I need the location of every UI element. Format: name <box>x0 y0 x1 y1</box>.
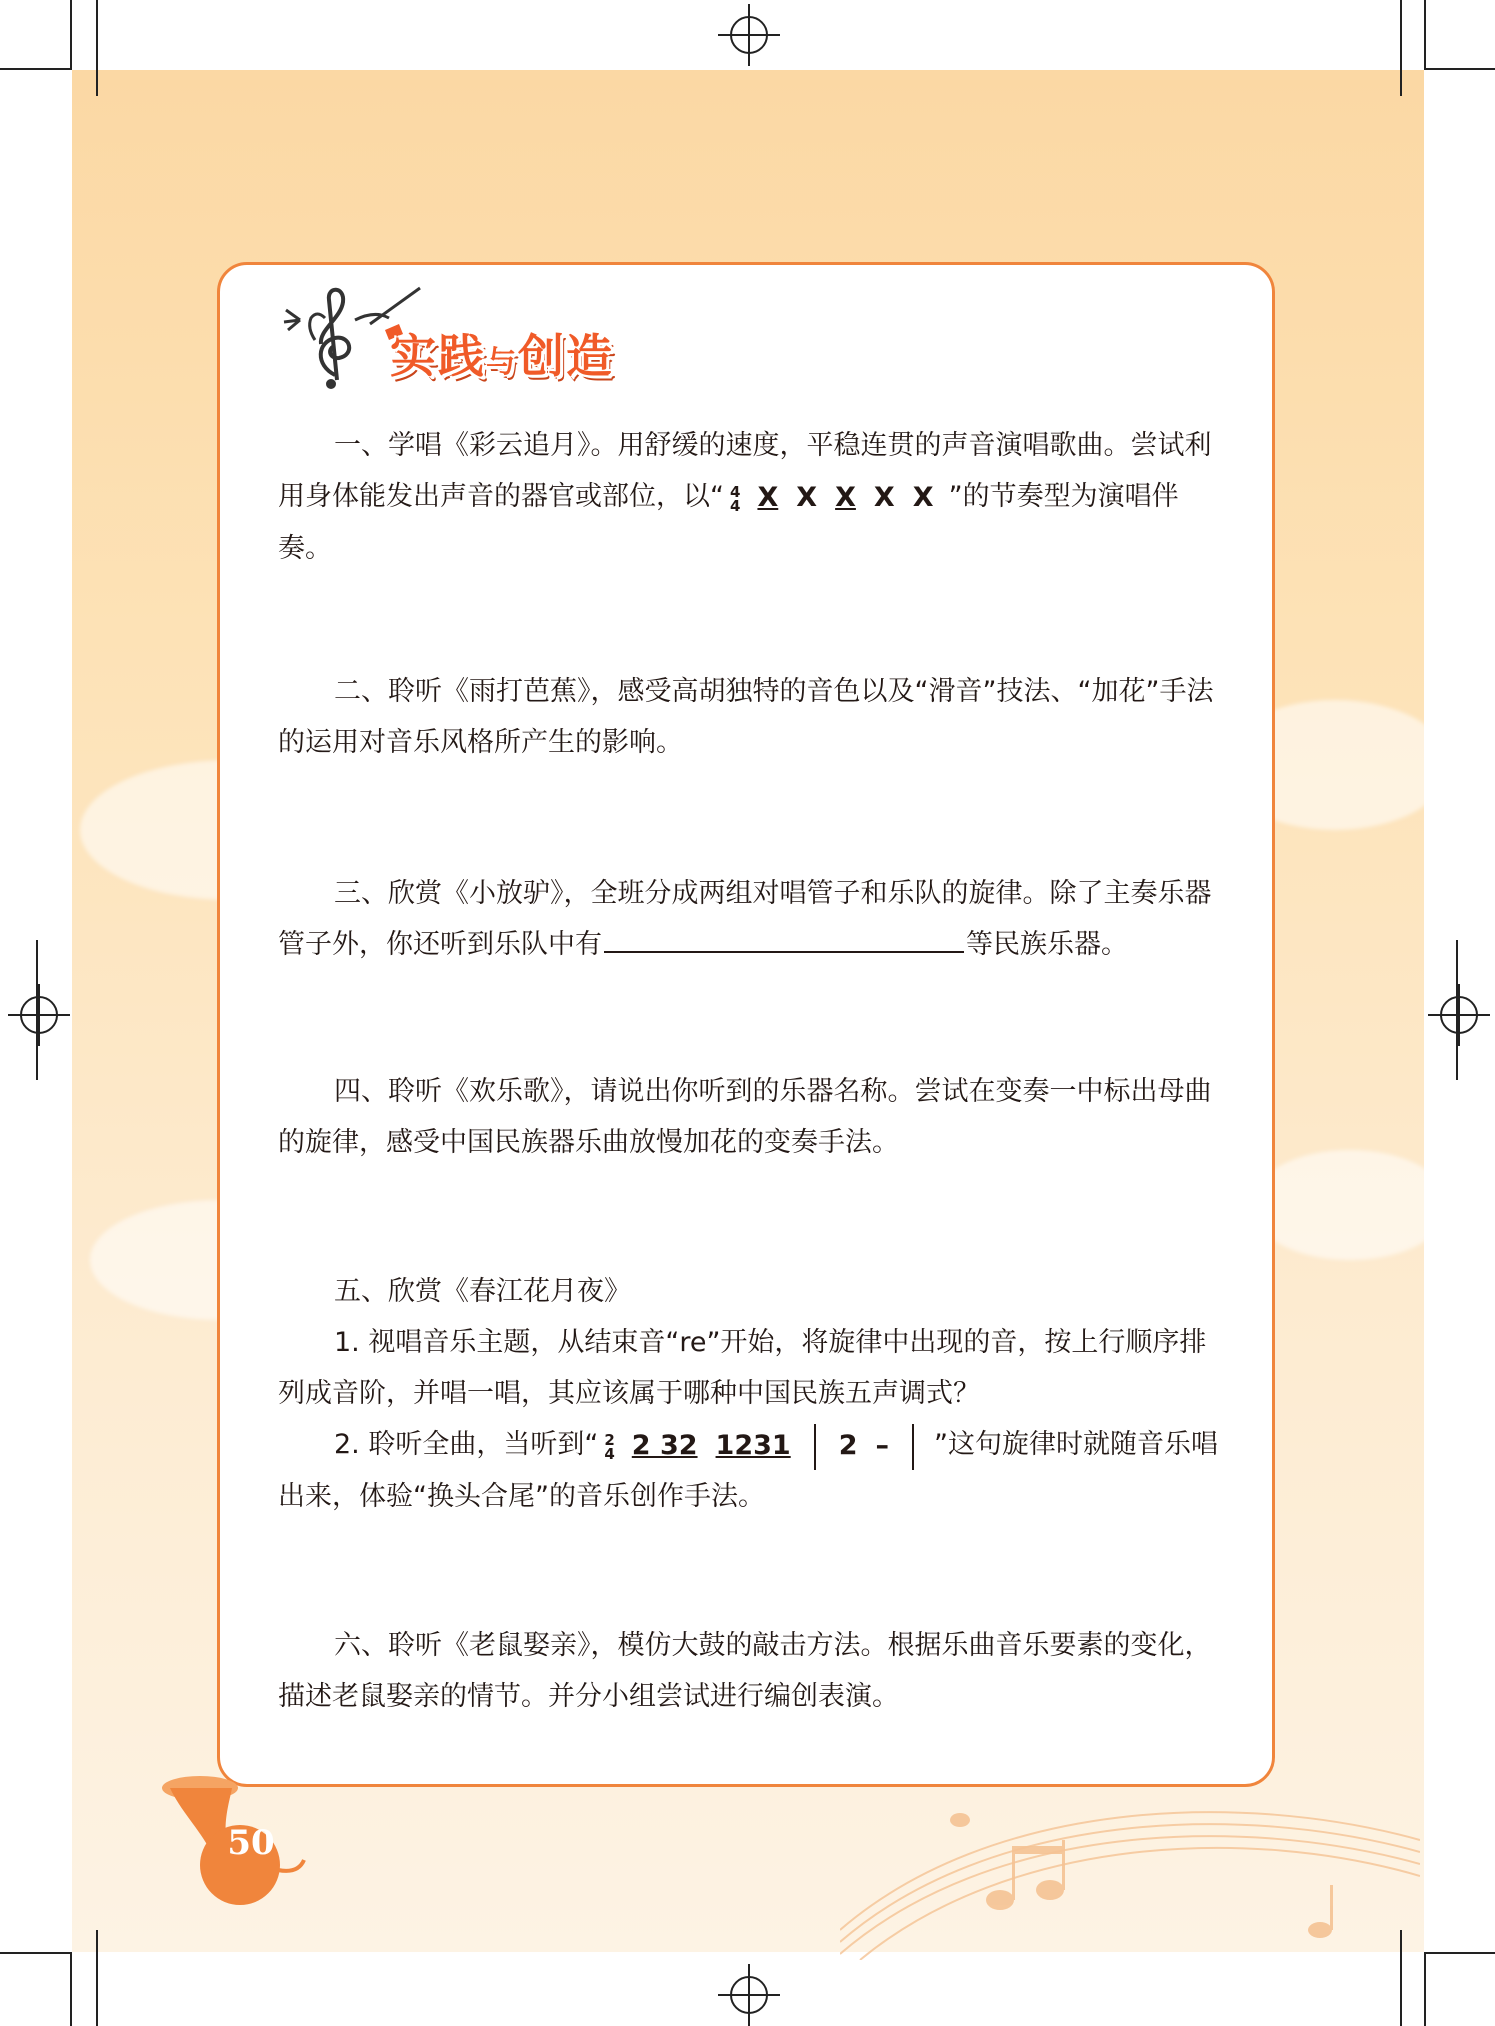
page-number: 50 <box>227 1823 275 1863</box>
exercise-1-text-after: ”的节奏型为演唱伴奏。 <box>278 481 1179 564</box>
time-sig-bottom: 4 <box>604 1444 615 1463</box>
exercise-5-heading: 五、欣赏《春江花月夜》 <box>334 1276 631 1307</box>
exercise-2 <box>278 666 1218 768</box>
exercise-5 <box>278 1266 1218 1522</box>
crop-mark <box>1456 940 1458 1080</box>
exercise-3-text-after: 等民族乐器。 <box>966 929 1128 960</box>
crop-mark <box>1424 68 1495 70</box>
cloud-decoration <box>1250 1150 1450 1260</box>
exercise-4-text: 四、聆听《欢乐歌》，请说出你听到的乐器名称。尝试在变奏一中标出母曲的旋律，感受中国民族器乐曲放慢加花的变奏手法。 <box>278 1076 1212 1158</box>
exercise-6 <box>278 1620 1218 1722</box>
melody-note: 2 <box>838 1430 858 1461</box>
exercise-3-text: 三、欣赏《小放驴》，全班分成两组对唱管子和乐队的旋律。除了主奏乐器管子外，你还听到乐队中有 <box>278 878 1212 960</box>
melody-dash: – <box>875 1430 889 1461</box>
crop-mark <box>1400 0 1402 96</box>
crop-mark <box>70 1952 72 2026</box>
time-signature <box>604 1430 615 1463</box>
bar-line <box>814 1424 816 1470</box>
crop-mark <box>1424 1952 1495 1954</box>
registration-mark <box>20 996 58 1034</box>
rhythm-note: X <box>912 482 934 513</box>
registration-mark <box>730 16 768 54</box>
crop-mark <box>36 940 38 1080</box>
music-notes-decoration <box>840 1780 1420 1960</box>
crop-mark <box>1424 0 1426 70</box>
exercise-2-text: 二、聆听《雨打芭蕉》，感受高胡独特的音色以及“滑音”技法、“加花”手法的运用对音乐风格所产生的影响。 <box>278 676 1214 758</box>
time-signature <box>730 482 741 515</box>
crop-mark <box>0 1952 72 1954</box>
rhythm-note: X <box>796 482 818 513</box>
exercise-1 <box>278 420 1218 574</box>
melody-group: 2 32 <box>631 1430 698 1461</box>
bar-line <box>912 1424 914 1470</box>
crop-mark <box>0 68 72 70</box>
rhythm-note: X <box>835 482 856 513</box>
exercise-5-item-1: 1. 视唱音乐主题，从结束音“re”开始，将旋律中出现的音，按上行顺序排列成音阶，并唱一唱，其应该属于哪种中国民族五声调式？ <box>278 1327 1207 1409</box>
registration-mark <box>730 1976 768 2014</box>
exercise-5-item-2-after: ”这句旋律时就随音乐唱出来，体验“换头合尾”的音乐创作手法。 <box>278 1429 1218 1512</box>
fill-in-blank[interactable] <box>604 919 964 953</box>
section-title: 实践与创造 <box>390 329 614 383</box>
crop-mark <box>96 1930 98 2026</box>
melody-group: 1231 <box>715 1430 791 1461</box>
crop-mark <box>1424 1952 1426 2026</box>
crop-mark <box>70 0 72 70</box>
time-sig-bottom: 4 <box>730 496 741 515</box>
exercise-3 <box>278 868 1218 970</box>
melody-notation <box>604 1420 928 1471</box>
rhythm-note: X <box>757 482 779 513</box>
exercise-1-text: 一、学唱《彩云追月》。用舒缓的速度，平稳连贯的声音演唱歌曲。尝试利用身体能发出声音的器官或部位，以“ <box>278 430 1212 512</box>
exercise-6-text: 六、聆听《老鼠娶亲》，模仿大鼓的敲击方法。根据乐曲音乐要素的变化，描述老鼠娶亲的情节。并分小组尝试进行编创表演。 <box>278 1630 1212 1712</box>
exercise-5-item-2: 2. 聆听全曲，当听到“ <box>334 1429 599 1460</box>
rhythm-note: X <box>873 482 895 513</box>
rhythm-pattern <box>730 472 943 523</box>
exercise-4 <box>278 1066 1218 1168</box>
registration-mark <box>1440 996 1478 1034</box>
time-sig-top: 2 <box>604 1430 615 1449</box>
time-sig-top: 4 <box>730 482 741 501</box>
crop-mark <box>96 0 98 96</box>
